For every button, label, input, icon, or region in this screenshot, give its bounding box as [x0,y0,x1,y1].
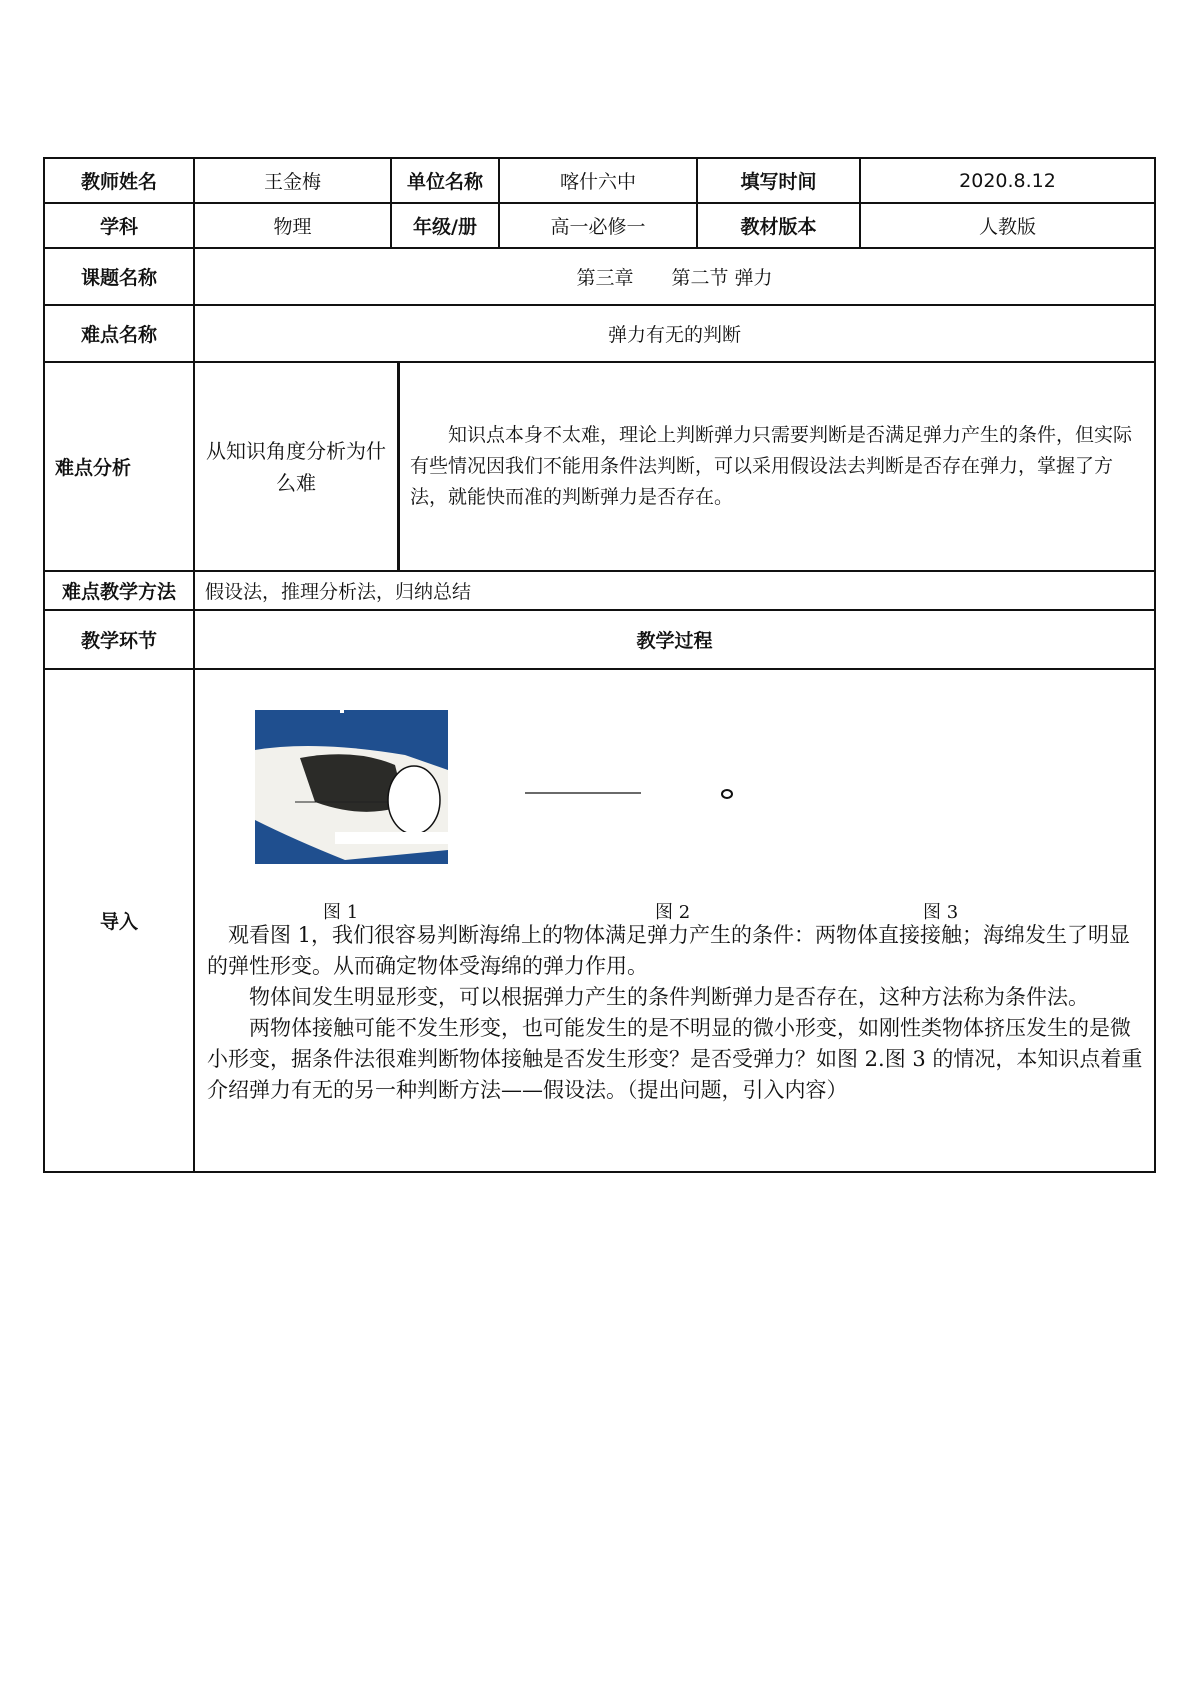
process-header-row [44,610,1155,669]
method-value: 假设法，推理分析法，归纳总结 [194,571,1155,610]
subject-label: 学科 [44,203,194,248]
figure-1-sponge-photo [255,710,448,864]
textbook-label: 教材版本 [697,203,860,248]
intro-paragraphs [195,920,1154,1110]
grade-label: 年级/册 [391,203,499,248]
method-label: 难点教学方法 [44,571,194,610]
figure-2-caption: 图 2 [655,902,691,923]
difficulty-label: 难点名称 [44,305,194,362]
figure-1-caption: 图 1 [323,902,359,923]
intro-label: 导入 [44,669,194,1172]
header-row-2 [44,203,1155,248]
analysis-inner [195,363,1154,570]
intro-paragraph-1: 观看图 1，我们很容易判断海绵上的物体满足弹力产生的条件：两物体直接接触；海绵发生了明显的弹性形变。从而确定物体受海绵的弹力作用。 [207,923,1131,978]
teacher-name-label: 教师姓名 [44,158,194,203]
textbook-value: 人教版 [860,203,1155,248]
analysis-label: 难点分析 [44,362,194,571]
figures-area [195,670,1154,923]
analysis-sub-label: 从知识角度分析为什么难 [195,363,400,570]
intro-row [44,669,1155,1172]
date-label: 填写时间 [697,158,860,203]
subject-value: 物理 [194,203,391,248]
method-row [44,571,1155,610]
topic-value: 第三章 第二节 弹力 [194,248,1155,305]
school-value: 喀什六中 [499,158,697,203]
teacher-name-value: 王金梅 [194,158,391,203]
figure-3-ball [720,788,734,800]
intro-paragraph-3: 两物体接触可能不发生形变，也可能发生的是不明显的微小形变，如刚性类物体挤压发生的是微小形变，据条件法很难判断物体接触是否发生形变？是否受弹力？如图 2.图 3 的情况，本知识点着重介绍弹力有无的另一种判断方法——假设法。（提出问题，引入内容） [207,1016,1143,1102]
intro-cell [194,669,1155,1172]
figure-2-line [525,790,641,796]
process-title: 教学过程 [194,610,1155,669]
process-stage-label: 教学环节 [44,610,194,669]
topic-label: 课题名称 [44,248,194,305]
difficulty-row [44,305,1155,362]
analysis-text [400,363,1154,570]
lesson-plan-table [43,157,1156,1173]
school-label: 单位名称 [391,158,499,203]
analysis-row [44,362,1155,571]
intro-paragraph-2: 物体间发生明显形变，可以根据弹力产生的条件判断弹力是否存在，这种方法称为条件法。 [249,985,1089,1009]
grade-value: 高一必修一 [499,203,697,248]
figure-3-caption: 图 3 [923,902,959,923]
analysis-cell [194,362,1155,571]
difficulty-value: 弹力有无的判断 [194,305,1155,362]
topic-row [44,248,1155,305]
header-row-1 [44,158,1155,203]
date-value: 2020.8.12 [860,158,1155,203]
analysis-paragraph: 知识点本身不太难，理论上判断弹力只需要判断是否满足弹力产生的条件，但实际有些情况因我们不能用条件法判断，可以采用假设法去判断是否存在弹力，掌握了方法，就能快而准的判断弹力是否存在。 [410,424,1133,508]
